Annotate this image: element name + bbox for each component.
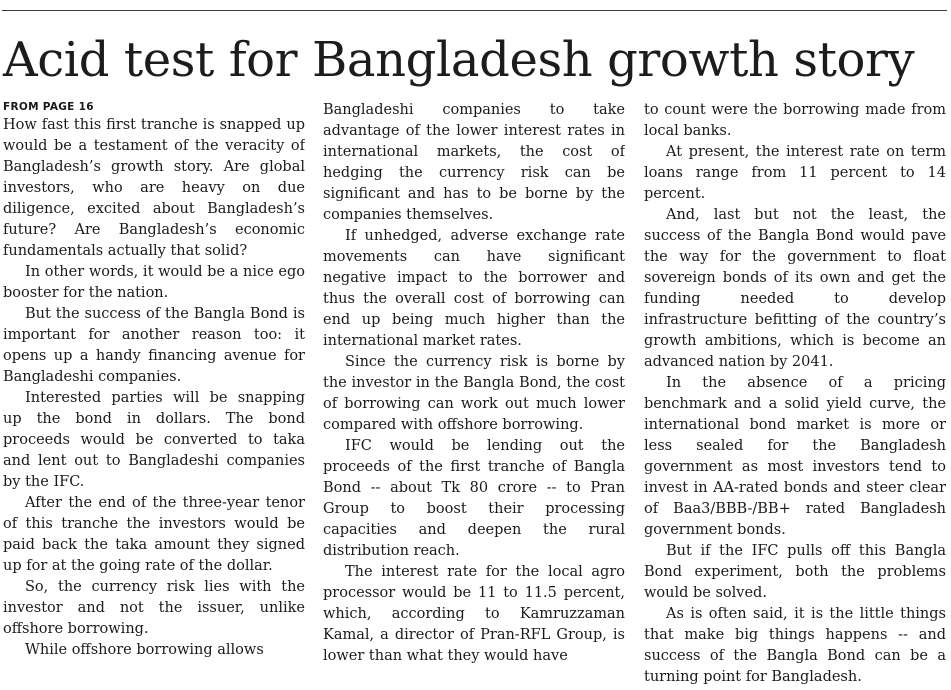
paragraph: At present, the interest rate on term loans range from 11 percent to 14 percent. [644,144,946,202]
paragraph: Interested parties will be snapping up the bond in dollars. The bond proceeds would be converted to taka and lent out to Bangladeshi companies by the IFC. [3,390,305,490]
paragraph: In other words, it would be a nice ego booster for the nation. [3,264,305,301]
article-column-1 [3,100,305,690]
paragraph: While offshore borrowing allows [25,642,264,658]
paragraph: IFC would be lending out the proceeds of the first tranche of Bangla Bond -- about Tk 80 crore -- to Pran Group to boost their processing capacities and deepen the rural distribution reach. [323,438,625,559]
paragraph: If unhedged, adverse exchange rate movements can have significant negative impact to the borrower and thus the overall cost of borrowing can end up being much higher than the international market rates. [323,228,625,349]
paragraph: So, the currency risk lies with the investor and not the issuer, unlike offshore borrowing. [3,579,305,637]
paragraph: to count were the borrowing made from local banks. [644,102,946,139]
paragraph: But if the IFC pulls off this Bangla Bond experiment, both the problems would be solved. [644,543,946,601]
headline: Acid test for Bangladesh growth story [3,32,915,88]
paragraph: And, last but not the least, the success of the Bangla Bond would pave the way for the government to float sovereign bonds of its own and get the funding needed to develop infrastructure befitting of the country’s growth ambitions, which is become an advanced nation by 2041. [644,207,946,370]
continuation-kicker: FROM PAGE 16 [3,101,94,113]
top-rule [2,10,947,11]
paragraph: As is often said, it is the little things that make big things happens -- and success of the Bangla Bond can be a turning point for Bangladesh. [644,606,946,685]
paragraph: Bangladeshi companies to take advantage of the lower interest rates in international markets, the cost of hedging the currency risk can be significant and has to be borne by the companies themselves. [323,102,625,223]
paragraph: But the success of the Bangla Bond is important for another reason too: it opens up a handy financing avenue for Bangladeshi companies. [3,306,305,385]
paragraph: The interest rate for the local agro processor would be 11 to 11.5 percent, which, according to Kamruzzaman Kamal, a director of Pran-RFL Group, is lower than what they would have [323,564,625,664]
article-column-2 [323,100,625,690]
paragraph: How fast this first tranche is snapped up would be a testament of the veracity of Bangladesh’s growth story. Are global investors, who are heavy on due diligence, excited about Bangladesh’s future? Are Bangladesh’s economic fundamentals actually that solid? [3,117,305,259]
paragraph: Since the currency risk is borne by the investor in the Bangla Bond, the cost of borrowing can work out much lower compared with offshore borrowing. [323,354,625,433]
paragraph: After the end of the three-year tenor of this tranche the investors would be paid back the taka amount they signed up for at the going rate of the dollar. [3,495,305,574]
paragraph: In the absence of a pricing benchmark and a solid yield curve, the international bond market is more or less sealed for the Bangladesh government as most investors tend to invest in AA-rated bonds and steer clear of Baa3/BBB-/BB+ rated Bangladesh government bonds. [644,375,946,538]
article-column-3 [644,100,946,690]
